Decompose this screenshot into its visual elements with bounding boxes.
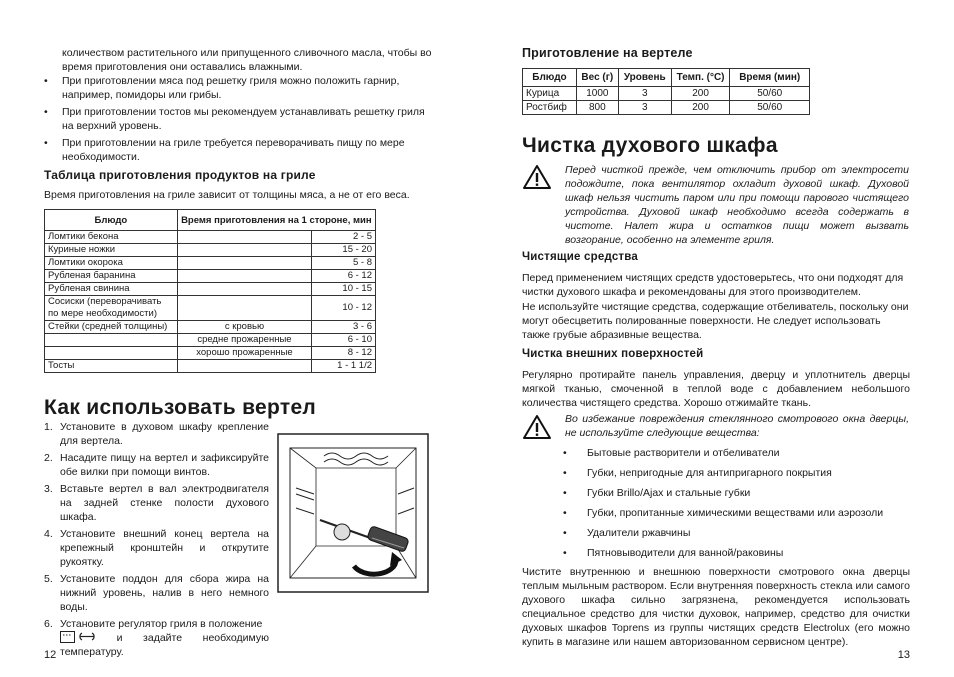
forbidden-substance: • Удалители ржавчины	[563, 526, 909, 540]
spit-col-time: Время (мин)	[730, 69, 810, 87]
table-row	[45, 347, 376, 360]
spit-cell: 200	[671, 101, 730, 115]
grill-time: 3 - 6	[312, 321, 376, 334]
step-text: Установите регулятор гриля в положение	[60, 618, 263, 630]
spit-cell: Курица	[523, 87, 577, 101]
cleaning-warning: Перед чисткой прежде, чем отключить прибор от электросети подождите, пока вентилятор охладит духовой шкаф. Духовой шкаф нельзя чистить паром или при помощи парового чистящего устройства. Духовой шкаф необходимо всегда содержать в чистоте. Налет жира и остатков пищи может вызвать возгорание, особенно на элементе гриля.	[565, 164, 909, 246]
table-row	[45, 283, 376, 296]
warning-icon	[522, 414, 552, 440]
glass-warning: Во избежание повреждения стеклянного смотрового окна дверцы, не используйте следующие вещества:	[565, 413, 909, 439]
spit-step	[44, 451, 269, 479]
step-text: Установите в духовом шкафу крепление для вертела.	[60, 421, 269, 447]
spit-col-dish: Блюдо	[523, 69, 577, 87]
spit-cell: 50/60	[730, 101, 810, 115]
cleaning-agents-title: Чистящие средства	[522, 251, 638, 263]
table-row	[45, 360, 376, 373]
table-row	[45, 231, 376, 244]
grill-dish: Сосиски (переворачивать по мере необходимости)	[45, 296, 178, 321]
spit-cell: 50/60	[730, 87, 810, 101]
grill-tips-list	[44, 74, 434, 167]
outer-cleaning-paragraph-2: Чистите внутреннюю и внешнюю поверхности смотрового окна дверцы теплым мыльным раствором. Если внутренняя поверхность стекла или самого духового шкафа сильно загрязнена, рекомендуется использовать специальное средство для чистки духовок, например, средство для очистки духовых шкафов Toprens из группы чистящих средств Electrolux (его можно купить в магазине или нашем авторизованном сервисном центре).	[522, 566, 910, 648]
forbidden-substance: • Губки, непригодные для антипригарного покрытия	[563, 466, 909, 480]
step-number: 4.	[44, 528, 53, 540]
cleaning-agents-paragraph-2: Не используйте чистящие средства, содержащие отбеливатель, поскольку они могут обесцветить полированные поверхности. Не следует использовать также грубые абразивные вещества.	[522, 301, 909, 341]
rotisserie-oven-illustration	[276, 428, 434, 596]
grill-col-time: Время приготовления на 1 стороне, мин	[177, 210, 375, 231]
forbidden-substance: • Губки, пропитанные химическими веществами или аэрозоли	[563, 506, 909, 520]
spit-cell: 3	[618, 101, 671, 115]
grill-tip: • При приготовлении мяса под решетку гриля можно положить гарнир, например, помидоры или грибы.	[44, 74, 434, 102]
forbidden-substance: • Бытовые растворители и отбеливатели	[563, 446, 909, 460]
grill-time: 10 - 12	[312, 296, 376, 321]
spit-step	[44, 527, 269, 569]
grill-dish: Рубленая свинина	[45, 283, 178, 296]
outer-cleaning-paragraph-1: Регулярно протирайте панель управления, дверцу и уплотнитель дверцы мягкой тканью, смоченной в теплой воде с добавлением небольшого количества чистящего средства. Хорошо отжимайте ткань.	[522, 369, 910, 409]
spit-cell: 3	[618, 87, 671, 101]
spit-steps-list	[44, 420, 269, 662]
table-row	[45, 270, 376, 283]
grill-table-title: Таблица приготовления продуктов на гриле	[44, 168, 316, 182]
warning-icon	[522, 164, 552, 190]
step-number: 6.	[44, 618, 53, 630]
spit-section-title: Как использовать вертел	[44, 396, 317, 419]
rotisserie-icon	[78, 631, 96, 642]
grill-doneness: с кровью	[177, 321, 312, 334]
step-text: Установите поддон для сбора жира на нижний уровень, налив в него немного воды.	[60, 573, 269, 613]
grill-time: 8 - 12	[312, 347, 376, 360]
spit-col-temp: Темп. (°С)	[671, 69, 730, 87]
grill-doneness: средне прожаренные	[177, 334, 312, 347]
grill-time: 5 - 8	[312, 257, 376, 270]
step-text: Установите внешний конец вертела на крепежный кронштейн и открутите рукоятку.	[60, 528, 269, 568]
spit-cell: 800	[576, 101, 618, 115]
grill-time: 2 - 5	[312, 231, 376, 244]
grill-time: 10 - 15	[312, 283, 376, 296]
grill-dish	[45, 334, 178, 347]
step-text: и задайте необходимую температуру.	[60, 632, 269, 658]
table-row	[45, 334, 376, 347]
forbidden-substance: • Губки Brillo/Ajax и стальные губки	[563, 486, 909, 500]
page-number: 12	[44, 649, 57, 661]
grill-time: 1 - 1 1/2	[312, 360, 376, 373]
grill-doneness: хорошо прожаренные	[177, 347, 312, 360]
grill-table	[44, 209, 376, 373]
grill-table-intro: Время приготовления на гриле зависит от толщины мяса, а не от его веса.	[44, 189, 410, 201]
table-row	[45, 321, 376, 334]
spit-col-level: Уровень	[618, 69, 671, 87]
table-row	[523, 101, 810, 115]
spit-step	[44, 617, 269, 659]
step-number: 5.	[44, 573, 53, 585]
cleaning-section-title: Чистка духового шкафа	[522, 134, 778, 157]
grill-mode-icon	[60, 631, 75, 643]
spit-cell: Ростбиф	[523, 101, 577, 115]
grill-dish: Ломтики окорока	[45, 257, 178, 270]
step-number: 3.	[44, 483, 53, 495]
grill-dish	[45, 347, 178, 360]
step-text: Насадите пищу на вертел и зафиксируйте обе вилки при помощи винтов.	[60, 452, 269, 478]
grill-time: 15 - 20	[312, 244, 376, 257]
table-row	[45, 257, 376, 270]
grill-dish: Куриные ножки	[45, 244, 178, 257]
forbidden-substances-list	[563, 446, 909, 566]
intro-continuation: количеством растительного или припущенного сливочного масла, чтобы во время приготовления они оставались влажными.	[62, 47, 432, 73]
grill-time: 6 - 12	[312, 270, 376, 283]
step-text: Вставьте вертел в вал электродвигателя на задней стенке полости духового шкафа.	[60, 483, 269, 523]
spit-col-weight: Вес (г)	[576, 69, 618, 87]
table-row	[523, 87, 810, 101]
table-row	[45, 244, 376, 257]
outer-cleaning-title: Чистка внешних поверхностей	[522, 348, 704, 360]
grill-dish: Ломтики бекона	[45, 231, 178, 244]
cleaning-agents-paragraph-1: Перед применением чистящих средств удостоверьтесь, что они подходят для чистки духового шкафа и рекомендованы для этого производителем.	[522, 272, 904, 298]
spit-table-title: Приготовление на вертеле	[522, 46, 693, 60]
spit-cell: 200	[671, 87, 730, 101]
spit-table	[522, 68, 810, 115]
grill-col-dish: Блюдо	[45, 210, 178, 231]
table-row	[45, 296, 376, 321]
grill-dish: Тосты	[45, 360, 178, 373]
grill-time: 6 - 10	[312, 334, 376, 347]
spit-cell: 1000	[576, 87, 618, 101]
page-number: 13	[897, 649, 910, 661]
right-page	[477, 0, 954, 677]
grill-dish: Рубленая баранина	[45, 270, 178, 283]
forbidden-substance: • Пятновыводители для ванной/раковины	[563, 546, 909, 560]
grill-tip: • При приготовлении тостов мы рекомендуем устанавливать решетку гриля на верхний уровень.	[44, 105, 434, 133]
spit-step	[44, 572, 269, 614]
spit-step	[44, 420, 269, 448]
grill-dish: Стейки (средней толщины)	[45, 321, 178, 334]
grill-tip: • При приготовлении на гриле требуется переворачивать пищу по мере необходимости.	[44, 136, 434, 164]
spit-step	[44, 482, 269, 524]
step-number: 1.	[44, 421, 53, 433]
step-number: 2.	[44, 452, 53, 464]
